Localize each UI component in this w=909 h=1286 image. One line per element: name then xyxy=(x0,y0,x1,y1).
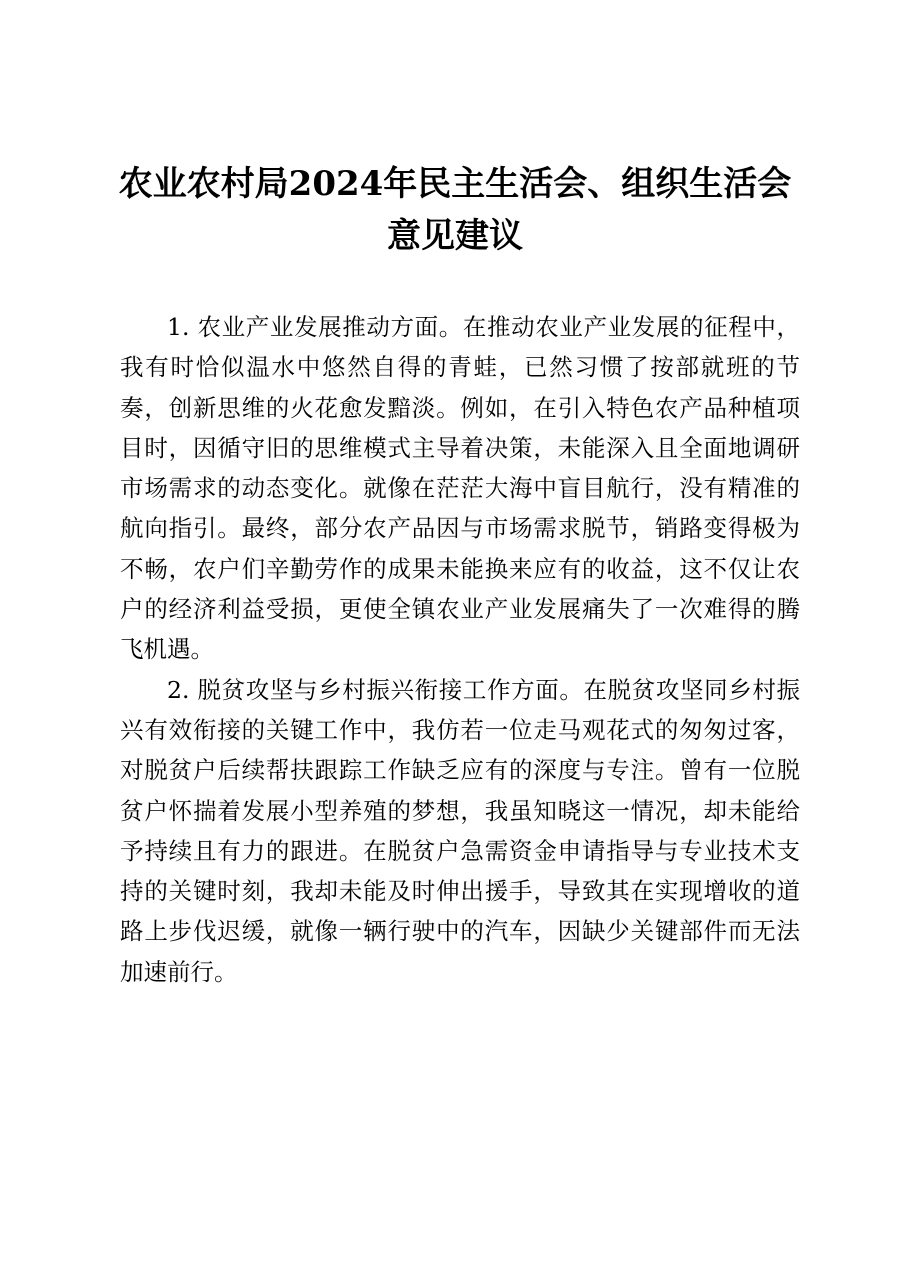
document-body xyxy=(120,307,800,992)
paragraph-agriculture-industry: 1. 农业产业发展推动方面。在推动农业产业发展的征程中，我有时恰似温水中悠然自得的青蛙，已然习惯了按部就班的节奏，创新思维的火花愈发黯淡。例如，在引入特色农产品种植项目时，因循守旧的思维模式主导着决策，未能深入且全面地调研市场需求的动态变化。就像在茫茫大海中盲目航行，没有精准的航向指引。最终，部分农产品因与市场需求脱节，销路变得极为不畅，农户们辛勤劳作的成果未能换来应有的收益，这不仅让农户的经济利益受损，更使全镇农业产业发展痛失了一次难得的腾飞机遇。 xyxy=(120,313,800,664)
paragraph-poverty-alleviation: 2. 脱贫攻坚与乡村振兴衔接工作方面。在脱贫攻坚同乡村振兴有效衔接的关键工作中，我仿若一位走马观花式的匆匆过客，对脱贫户后续帮扶跟踪工作缺乏应有的深度与专注。曾有一位脱贫户怀揣着发展小型养殖的梦想，我虽知晓这一情况，却未能给予持续且有力的跟进。在脱贫户急需资金申请指导与专业技术支持的关键时刻，我却未能及时伸出援手，导致其在实现增收的道路上步伐迟缓，就像一辆行驶中的汽车，因缺少关键部件而无法加速前行。 xyxy=(120,675,800,986)
document-title: 农业农村局2024年民主生活会、组织生活会意见建议 xyxy=(118,164,792,256)
